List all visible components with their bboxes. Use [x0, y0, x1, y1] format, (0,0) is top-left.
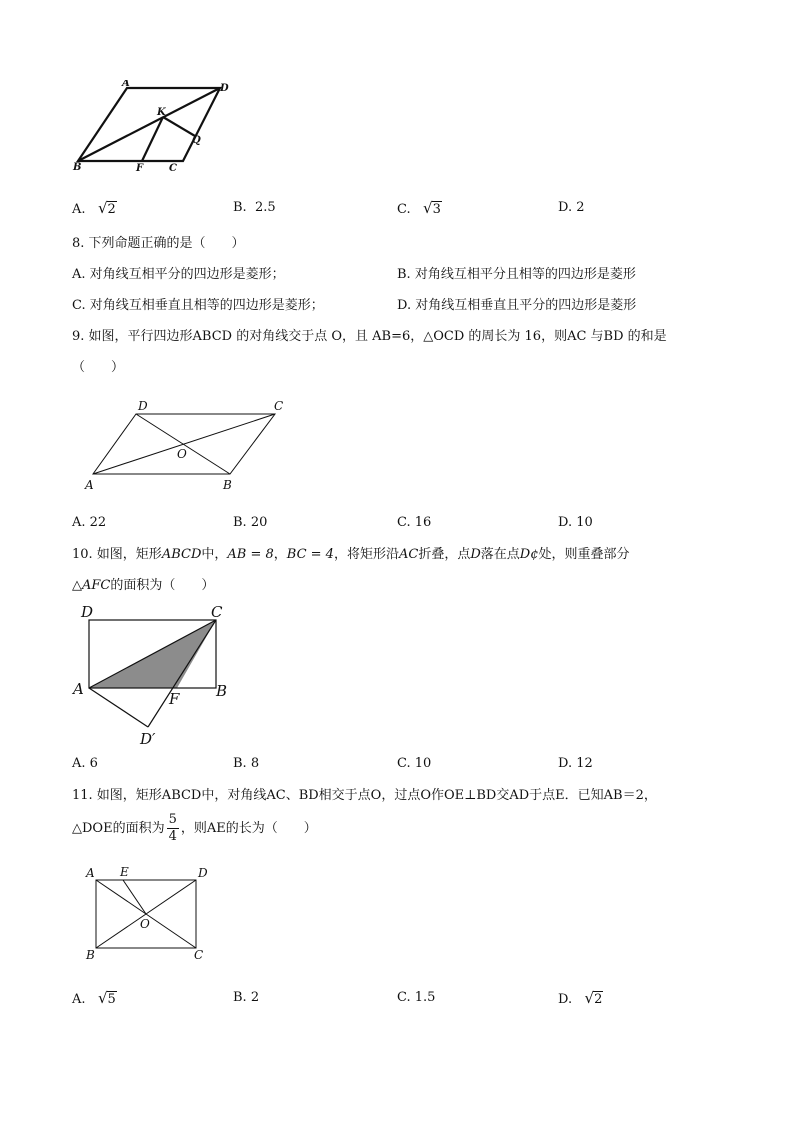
- q10-stem-line1: 10. 如图，矩形ABCD中，AB = 8，BC = 4，将矩形沿AC折叠，点D落在点D¢处，则重叠部分: [72, 547, 630, 562]
- q11-label-c: C: [194, 948, 204, 962]
- q9-diagonal-bd: [136, 414, 230, 474]
- q9-label-d: D: [138, 399, 148, 413]
- q7-label-k: K: [157, 107, 166, 118]
- q9-diagonal-ac: [93, 414, 275, 474]
- q7-label-b: B: [73, 162, 82, 173]
- q7-label-q: Q: [192, 135, 201, 146]
- q9-option-b: B. 20: [233, 515, 268, 530]
- fraction-five-fourths: $\frac{5}{4}$: [168, 812, 177, 844]
- q8-option-d: D. 对角线互相垂直且平分的四边形是菱形: [397, 298, 637, 313]
- q10-figure: [70, 600, 240, 750]
- q11-label-a: A: [86, 866, 95, 880]
- q8-stem: 8. 下列命题正确的是（ ）: [72, 236, 245, 251]
- q11-option-b: B. 2: [233, 990, 260, 1005]
- q10-label-b: B: [216, 682, 228, 700]
- q11-label-o: O: [140, 917, 150, 931]
- sqrt-symbol: √2: [97, 199, 116, 217]
- q10-label-d-prime: D′: [140, 730, 156, 748]
- q10-label-f: F: [169, 690, 180, 708]
- q10-option-c: C. 10: [397, 756, 432, 771]
- q7-option-a: A. √2: [72, 199, 116, 217]
- q11-segment-oe: [123, 880, 146, 914]
- q11-label-e: E: [120, 865, 129, 879]
- q11-stem-line1: 11. 如图，矩形ABCD中，对角线AC、BD相交于点O，过点O作OE⊥BD交AD于点E．已知AB＝2，: [72, 788, 657, 803]
- q9-label-c: C: [274, 399, 284, 413]
- q10-option-d: D. 12: [558, 756, 593, 771]
- q8-option-a: A. 对角线互相平分的四边形是菱形；: [72, 267, 285, 282]
- q9-label-o: O: [177, 447, 187, 461]
- q10-stem-line2: △AFC的面积为（ ）: [72, 578, 215, 593]
- q10-label-a: A: [73, 680, 84, 698]
- q8-option-c: C. 对角线互相垂直且相等的四边形是菱形；: [72, 298, 324, 313]
- sqrt-symbol: √2: [584, 989, 603, 1007]
- q9-label-b: B: [223, 478, 232, 492]
- q7-label-d: D: [220, 83, 229, 94]
- q10-option-a: A. 6: [72, 756, 98, 771]
- q11-option-a: A. √5: [72, 989, 116, 1007]
- q7-segment-kq: [163, 117, 195, 136]
- q7-option-c: C. √3: [397, 199, 441, 217]
- q9-stem-line1: 9. 如图，平行四边形ABCD 的对角线交于点 O，且 AB=6，△OCD 的周长为 16，则AC 与BD 的和是: [72, 329, 667, 344]
- q7-figure: [70, 80, 240, 180]
- q10-option-b: B. 8: [233, 756, 260, 771]
- q11-label-d: D: [198, 866, 208, 880]
- q8-option-b: B. 对角线互相平分且相等的四边形是菱形: [397, 267, 636, 282]
- q9-label-a: A: [85, 478, 94, 492]
- q11-option-c: C. 1.5: [397, 990, 436, 1005]
- q9-option-a: A. 22: [72, 515, 107, 530]
- q7-diagonal-bd: [78, 88, 220, 161]
- q9-option-d: D. 10: [558, 515, 593, 530]
- sqrt-symbol: √3: [423, 199, 441, 217]
- q7-label-f: F: [136, 163, 144, 174]
- q10-label-d: D: [81, 603, 94, 621]
- q10-segment-ad-prime: [89, 688, 148, 727]
- q11-stem-line2: △DOE的面积为 $\frac{5}{4}$ ，则AE的长为（ ）: [72, 812, 317, 844]
- q9-option-c: C. 16: [397, 515, 432, 530]
- q11-option-d: D. √2: [558, 989, 603, 1007]
- q9-stem-line2: （ ）: [72, 360, 125, 375]
- q11-figure: [80, 862, 220, 967]
- sqrt-symbol: √5: [97, 989, 116, 1007]
- q11-label-b: B: [86, 948, 95, 962]
- q7-option-d: D. 2: [558, 200, 585, 215]
- q7-label-c: C: [169, 163, 177, 174]
- q9-figure: [82, 396, 292, 496]
- q10-label-c: C: [211, 603, 223, 621]
- q7-label-a: A: [122, 80, 130, 89]
- q7-option-b: B. 2.5: [233, 200, 276, 215]
